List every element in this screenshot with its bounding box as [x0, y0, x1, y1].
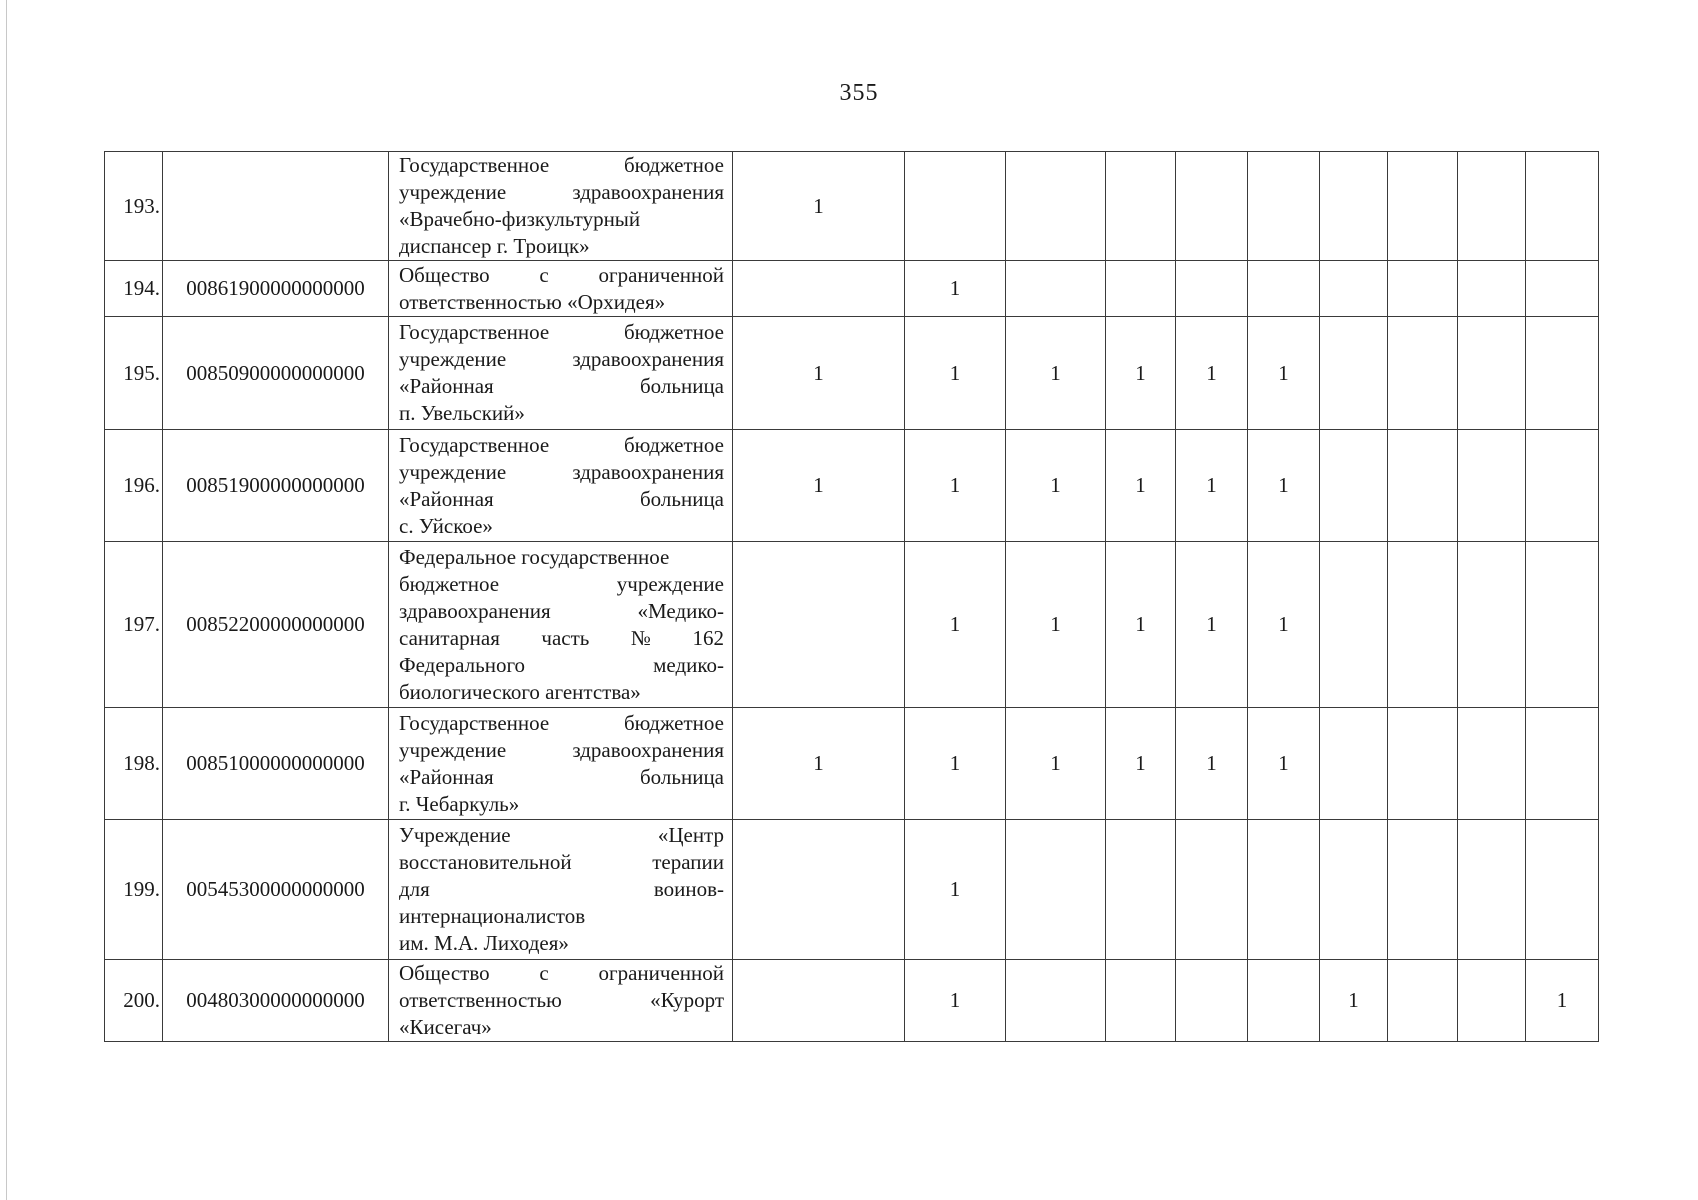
indicator-cell-8: [1388, 317, 1458, 430]
indicator-cell-10: [1526, 430, 1599, 542]
organization-name-line: [399, 930, 724, 957]
organization-name-line: [399, 346, 724, 373]
indicator-cell-1: 1: [733, 430, 905, 542]
page-number: 355: [839, 80, 879, 106]
indicator-cell-1: 1: [733, 152, 905, 261]
indicator-cell-8: [1388, 152, 1458, 261]
name-word: учреждение: [399, 459, 507, 484]
indicator-cell-10: 1: [1526, 960, 1599, 1042]
name-word: восстановительной: [399, 850, 572, 874]
organization-name-line: [399, 400, 724, 427]
name-word: №: [630, 625, 651, 650]
indicator-cell-2: 1: [905, 261, 1006, 317]
organization-name-line: [399, 544, 724, 571]
organization-name-line: [399, 987, 724, 1014]
name-word: учреждение: [399, 347, 507, 371]
table-row: [105, 430, 1599, 542]
name-word: терапии: [652, 850, 724, 874]
name-word: ответственностью: [399, 988, 562, 1012]
organization-code: 00851000000000000: [163, 708, 389, 820]
name-word: медико-: [653, 652, 724, 677]
name-word: Федерального: [399, 652, 526, 677]
indicator-cell-5: [1176, 152, 1248, 261]
row-number: 195.: [105, 317, 163, 430]
indicator-cell-3: [1006, 820, 1106, 960]
name-word: с. Уйское»: [399, 513, 493, 538]
organization-name-line: [399, 152, 724, 179]
organization-name-line: [399, 179, 724, 206]
name-word: им. М.А. Лиходея»: [399, 931, 569, 955]
name-word: здравоохранения: [399, 598, 551, 623]
indicator-cell-3: 1: [1006, 708, 1106, 820]
indicator-cell-7: 1: [1320, 960, 1388, 1042]
indicator-cell-10: [1526, 708, 1599, 820]
organization-name-line: [399, 876, 724, 903]
indicator-cell-6: [1248, 152, 1320, 261]
organization-name: [389, 542, 733, 708]
name-word: часть: [541, 625, 590, 650]
organization-code: [163, 152, 389, 261]
organization-name-line: [399, 289, 724, 316]
indicator-cell-3: [1006, 152, 1106, 261]
name-word: здравоохранения: [572, 347, 724, 371]
organization-name-line: [399, 822, 724, 849]
organization-name: [389, 820, 733, 960]
organization-name-line: [399, 373, 724, 400]
indicator-cell-6: 1: [1248, 430, 1320, 542]
indicator-cell-7: [1320, 708, 1388, 820]
indicator-cell-2: 1: [905, 708, 1006, 820]
name-word: диспансер г. Троицк»: [399, 234, 590, 258]
organization-name: [389, 708, 733, 820]
name-word: Федеральное государственное: [399, 544, 670, 569]
name-word: «Медико-: [637, 598, 724, 623]
name-word: ограниченной: [598, 262, 724, 287]
name-word: воинов-: [653, 877, 724, 901]
name-word: учреждение: [399, 180, 507, 204]
row-number: 196.: [105, 430, 163, 542]
organization-name-line: [399, 960, 724, 987]
name-word: «Врачебно-физкультурный: [399, 207, 641, 231]
organization-name-line: [399, 513, 724, 540]
indicator-cell-3: [1006, 960, 1106, 1042]
indicator-cell-1: 1: [733, 317, 905, 430]
indicator-cell-3: 1: [1006, 430, 1106, 542]
organization-name-line: [399, 764, 724, 791]
indicator-cell-6: [1248, 261, 1320, 317]
name-word: «Кисегач»: [399, 1015, 492, 1039]
organization-code: 00545300000000000: [163, 820, 389, 960]
indicator-cell-10: [1526, 820, 1599, 960]
name-word: бюджетное: [623, 153, 724, 177]
name-word: здравоохранения: [572, 459, 724, 484]
organization-name-line: [399, 571, 724, 598]
name-word: с: [539, 262, 549, 287]
organization-name-line: [399, 1014, 724, 1041]
organization-name-line: [399, 486, 724, 513]
indicator-cell-4: 1: [1106, 542, 1176, 708]
table-row: [105, 261, 1599, 317]
organization-name-line: [399, 625, 724, 652]
name-word: «Районная: [399, 764, 494, 789]
name-word: здравоохранения: [572, 737, 724, 762]
name-word: интернационалистов: [399, 904, 586, 928]
organization-name: [389, 152, 733, 261]
indicator-cell-5: 1: [1176, 430, 1248, 542]
name-word: больница: [640, 374, 724, 398]
indicator-cell-10: [1526, 542, 1599, 708]
indicator-cell-4: [1106, 152, 1176, 261]
indicator-cell-9: [1458, 317, 1526, 430]
indicator-cell-5: [1176, 960, 1248, 1042]
name-word: Государственное: [399, 710, 550, 735]
organization-code: 00852200000000000: [163, 542, 389, 708]
indicator-cell-5: 1: [1176, 542, 1248, 708]
organization-name: [389, 261, 733, 317]
indicator-cell-6: [1248, 820, 1320, 960]
indicator-cell-10: [1526, 261, 1599, 317]
indicator-cell-9: [1458, 152, 1526, 261]
indicator-cell-7: [1320, 820, 1388, 960]
indicator-cell-7: [1320, 261, 1388, 317]
organization-code: 00480300000000000: [163, 960, 389, 1042]
row-number: 198.: [105, 708, 163, 820]
indicator-cell-8: [1388, 960, 1458, 1042]
indicator-cell-9: [1458, 261, 1526, 317]
name-word: с: [539, 961, 549, 985]
table-row: [105, 708, 1599, 820]
indicator-cell-7: [1320, 542, 1388, 708]
indicator-cell-9: [1458, 708, 1526, 820]
organization-name-line: [399, 849, 724, 876]
table-row: [105, 820, 1599, 960]
name-word: бюджетное: [399, 571, 500, 596]
organization-name-line: [399, 903, 724, 930]
name-word: бюджетное: [623, 710, 724, 735]
organization-name-line: [399, 319, 724, 346]
organization-name-line: [399, 679, 724, 706]
indicator-cell-1: [733, 542, 905, 708]
name-word: «Курорт: [650, 988, 724, 1012]
row-number: 194.: [105, 261, 163, 317]
indicator-cell-9: [1458, 820, 1526, 960]
name-word: бюджетное: [623, 432, 724, 457]
indicator-cell-1: [733, 960, 905, 1042]
organization-name-line: [399, 233, 724, 260]
name-word: Государственное: [399, 432, 550, 457]
name-word: Общество: [399, 262, 490, 287]
registry-body: [105, 152, 1599, 1042]
indicator-cell-8: [1388, 708, 1458, 820]
name-word: Общество: [399, 961, 490, 985]
indicator-cell-9: [1458, 430, 1526, 542]
organization-name-line: [399, 791, 724, 818]
indicator-cell-2: 1: [905, 820, 1006, 960]
name-word: санитарная: [399, 625, 500, 650]
indicator-cell-5: 1: [1176, 317, 1248, 430]
indicator-cell-9: [1458, 542, 1526, 708]
indicator-cell-8: [1388, 261, 1458, 317]
name-word: Государственное: [399, 320, 550, 344]
name-word: ответственностью «Орхидея»: [399, 289, 666, 314]
organization-code: 00850900000000000: [163, 317, 389, 430]
indicator-cell-6: 1: [1248, 708, 1320, 820]
indicator-cell-2: 1: [905, 317, 1006, 430]
organization-name-line: [399, 459, 724, 486]
row-number: 197.: [105, 542, 163, 708]
name-word: здравоохранения: [572, 180, 724, 204]
name-word: для: [399, 877, 430, 901]
indicator-cell-3: 1: [1006, 317, 1106, 430]
indicator-cell-2: 1: [905, 542, 1006, 708]
organization-name-line: [399, 710, 724, 737]
name-word: «Центр: [657, 823, 724, 847]
indicator-cell-6: 1: [1248, 542, 1320, 708]
indicator-cell-7: [1320, 430, 1388, 542]
row-number: 199.: [105, 820, 163, 960]
organization-name: [389, 317, 733, 430]
indicator-cell-9: [1458, 960, 1526, 1042]
indicator-cell-1: 1: [733, 708, 905, 820]
name-word: бюджетное: [623, 320, 724, 344]
indicator-cell-3: [1006, 261, 1106, 317]
name-word: биологического агентства»: [399, 679, 641, 704]
indicator-cell-10: [1526, 152, 1599, 261]
indicator-cell-5: 1: [1176, 708, 1248, 820]
name-word: больница: [640, 764, 724, 789]
name-word: учреждение: [616, 571, 724, 596]
indicator-cell-10: [1526, 317, 1599, 430]
organization-code: 00861900000000000: [163, 261, 389, 317]
indicator-cell-1: [733, 820, 905, 960]
registry-table: [104, 151, 1599, 1042]
indicator-cell-8: [1388, 820, 1458, 960]
indicator-cell-4: [1106, 820, 1176, 960]
organization-name: [389, 430, 733, 542]
indicator-cell-7: [1320, 152, 1388, 261]
indicator-cell-7: [1320, 317, 1388, 430]
organization-name-line: [399, 432, 724, 459]
indicator-cell-5: [1176, 261, 1248, 317]
indicator-cell-8: [1388, 430, 1458, 542]
indicator-cell-4: [1106, 261, 1176, 317]
indicator-cell-6: [1248, 960, 1320, 1042]
indicator-cell-2: 1: [905, 960, 1006, 1042]
name-word: «Районная: [399, 486, 494, 511]
organization-name-line: [399, 598, 724, 625]
organization-name-line: [399, 652, 724, 679]
name-word: ограниченной: [598, 961, 724, 985]
organization-name: [389, 960, 733, 1042]
name-word: 162: [692, 625, 724, 650]
table-row: [105, 960, 1599, 1042]
indicator-cell-2: 1: [905, 430, 1006, 542]
indicator-cell-8: [1388, 542, 1458, 708]
name-word: учреждение: [399, 737, 507, 762]
name-word: Государственное: [399, 153, 550, 177]
organization-name-line: [399, 206, 724, 233]
indicator-cell-3: 1: [1006, 542, 1106, 708]
row-number: 200.: [105, 960, 163, 1042]
row-number: 193.: [105, 152, 163, 261]
name-word: «Районная: [399, 374, 494, 398]
name-word: п. Увельский»: [399, 401, 525, 425]
indicator-cell-4: [1106, 960, 1176, 1042]
indicator-cell-4: 1: [1106, 708, 1176, 820]
table-row: [105, 152, 1599, 261]
indicator-cell-1: [733, 261, 905, 317]
indicator-cell-4: 1: [1106, 430, 1176, 542]
name-word: Учреждение: [399, 823, 511, 847]
page-edge-rule: [6, 0, 7, 1200]
name-word: больница: [640, 486, 724, 511]
indicator-cell-5: [1176, 820, 1248, 960]
indicator-cell-4: 1: [1106, 317, 1176, 430]
name-word: г. Чебаркуль»: [399, 791, 520, 816]
organization-code: 00851900000000000: [163, 430, 389, 542]
table-row: [105, 317, 1599, 430]
indicator-cell-6: 1: [1248, 317, 1320, 430]
organization-name-line: [399, 737, 724, 764]
table-row: [105, 542, 1599, 708]
organization-name-line: [399, 262, 724, 289]
indicator-cell-2: [905, 152, 1006, 261]
